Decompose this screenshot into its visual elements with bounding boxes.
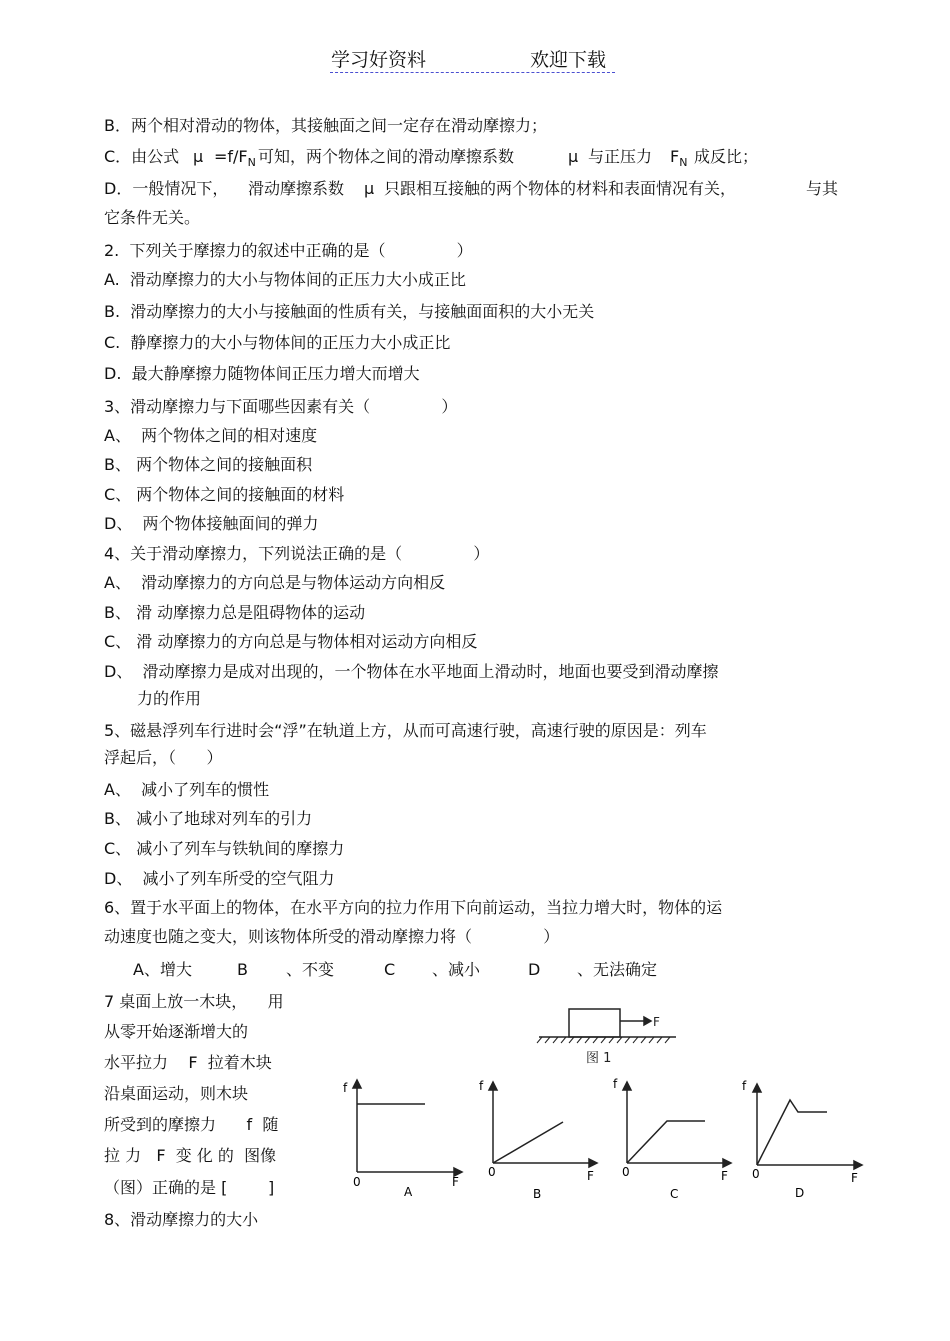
graph-d <box>753 1084 862 1169</box>
graph-d-label: D <box>795 1186 805 1200</box>
q1-option-c-part2: 可知，两个物体之间的滑动摩擦系数 <box>258 147 515 166</box>
q3-stem: 3、滑动摩擦力与下面哪些因素有关（ ） <box>104 397 458 416</box>
q6-option-c-text: 、减小 <box>432 960 481 979</box>
q6-option-a: A、增大 <box>133 960 192 979</box>
graph-d-origin: 0 <box>752 1167 760 1181</box>
q7-line: 沿桌面运动，则木块 <box>104 1084 249 1103</box>
q6-stem-cont: 动速度也随之变大，则该物体所受的滑动摩擦力将（ ） <box>104 927 560 946</box>
q2-option-c: C. 静摩擦力的大小与物体间的正压力大小成正比 <box>104 333 451 352</box>
q1-option-c-part4: 成反比； <box>694 147 759 166</box>
q5-option-a: A、 减小了列车的惯性 <box>104 780 270 799</box>
q4-option-d: D、 滑动摩擦力是成对出现的，一个物体在水平地面上滑动时，地面也要受到滑动摩擦 <box>104 662 719 681</box>
q1-option-c-part3: 与正压力 <box>588 147 653 166</box>
q1-option-c-mu2: μ <box>568 147 579 166</box>
q6-option-d-letter: D <box>528 960 541 979</box>
q6-option-b-text: 、不变 <box>286 960 335 979</box>
figure-1 <box>330 1000 870 1205</box>
q2-option-a: A. 滑动摩擦力的大小与物体间的正压力大小成正比 <box>104 270 466 289</box>
q2-option-d: D. 最大静摩擦力随物体间正压力增大而增大 <box>104 364 420 383</box>
q5-stem: 5、磁悬浮列车行进时会“浮”在轨道上方，从而可高速行驶，高速行驶的原因是：列车 <box>104 721 707 740</box>
graph-a-origin: 0 <box>353 1175 361 1189</box>
q4-option-c: C、 滑 动摩擦力的方向总是与物体相对运动方向相反 <box>104 632 478 651</box>
q5-option-d: D、 减小了列车所受的空气阻力 <box>104 869 335 888</box>
q6-option-c-letter: C <box>384 960 396 979</box>
q3-option-c: C、 两个物体之间的接触面的材料 <box>104 485 345 504</box>
q2-option-b: B. 滑动摩擦力的大小与接触面的性质有关，与接触面面积的大小无关 <box>104 302 595 321</box>
q1-option-c-part1: C．由公式 <box>104 147 180 166</box>
graph-b-origin: 0 <box>488 1165 496 1179</box>
figure-caption: 图 1 <box>586 1051 612 1066</box>
graph-c-label: C <box>670 1187 679 1201</box>
q1-option-b: B．两个相对滑动的物体，其接触面之间一定存在滑动摩擦力； <box>104 116 547 135</box>
graph-c <box>623 1082 731 1167</box>
q1-option-d-mu: μ <box>364 179 375 198</box>
q4-stem: 4、关于滑动摩擦力，下列说法正确的是（ ） <box>104 544 490 563</box>
q1-option-d-part5: 它条件无关。 <box>104 208 201 227</box>
graph-c-origin: 0 <box>622 1165 630 1179</box>
graph-b-label: B <box>533 1187 542 1201</box>
q1-option-d-part1: D．一般情况下， <box>104 179 229 198</box>
q2-stem: 2. 下列关于摩擦力的叙述中正确的是（ ） <box>104 241 473 260</box>
q1-option-d-part2: 滑动摩擦系数 <box>248 179 345 198</box>
wooden-block <box>569 1009 620 1037</box>
q1-option-c-mu: μ <box>193 147 204 166</box>
graph-c-curve <box>627 1121 705 1163</box>
q8-stem: 8、滑动摩擦力的大小 <box>104 1210 259 1229</box>
q1-option-d-part3: 只跟相互接触的两个物体的材料和表面情况有关， <box>384 179 737 198</box>
graph-b-f-label: f <box>479 1079 484 1093</box>
graph-d-curve <box>757 1100 827 1165</box>
graph-a-label: A <box>404 1185 413 1199</box>
q4-option-b: B、 滑 动摩擦力总是阻碍物体的运动 <box>104 603 366 622</box>
graph-a-F-label: F <box>452 1175 459 1189</box>
q7-line: 拉 力 F 变 化 的 图像 <box>104 1146 277 1165</box>
graph-c-f-label: f <box>613 1077 618 1091</box>
q7-line: 从零开始逐渐增大的 <box>104 1022 249 1041</box>
graph-a <box>353 1080 462 1176</box>
q7-line: 7 桌面上放一木块， 用 <box>104 992 284 1011</box>
table-hatching <box>537 1037 670 1043</box>
q3-option-b: B、 两个物体之间的接触面积 <box>104 455 313 474</box>
q4-option-a: A、 滑动摩擦力的方向总是与物体运动方向相反 <box>104 573 446 592</box>
q7-line: 所受到的摩擦力 f 随 <box>104 1115 279 1134</box>
graph-b-F-label: F <box>587 1169 594 1183</box>
graph-d-F-label: F <box>851 1171 858 1185</box>
q1-option-d-part4: 与其 <box>806 179 839 198</box>
q6-option-d-text: 、无法确定 <box>577 960 658 979</box>
q6-stem: 6、置于水平面上的物体，在水平方向的拉力作用下向前运动，当拉力增大时，物体的运 <box>104 898 723 917</box>
q1-option-c-fn: $F_N$ <box>670 147 688 169</box>
graph-b <box>489 1082 597 1167</box>
force-label: F <box>653 1015 660 1029</box>
q5-option-b: B、 减小了地球对列车的引力 <box>104 809 313 828</box>
header-right: 欢迎下载 <box>530 49 607 71</box>
graph-c-F-label: F <box>721 1169 728 1183</box>
q5-stem-cont: 浮起后，（ ） <box>104 748 223 767</box>
q5-option-c: C、 减小了列车与铁轨间的摩擦力 <box>104 839 345 858</box>
q4-option-d-cont: 力的作用 <box>137 689 202 708</box>
graph-b-curve <box>493 1122 563 1163</box>
graph-d-f-label: f <box>742 1079 747 1093</box>
q7-line: （图）正确的是 [ ] <box>104 1178 275 1197</box>
q6-option-b-letter: B <box>237 960 248 979</box>
q3-option-d: D、 两个物体接触面间的弹力 <box>104 514 319 533</box>
graph-a-f-label: f <box>343 1081 348 1095</box>
q7-line: 水平拉力 F 拉着木块 <box>104 1053 272 1072</box>
header-left: 学习好资料 <box>331 49 427 71</box>
arrow-head-icon <box>644 1017 651 1025</box>
q1-option-c-formula: $=f/F_N$ <box>214 147 256 169</box>
q3-option-a: A、 两个物体之间的相对速度 <box>104 426 318 445</box>
header-underline <box>330 72 615 73</box>
